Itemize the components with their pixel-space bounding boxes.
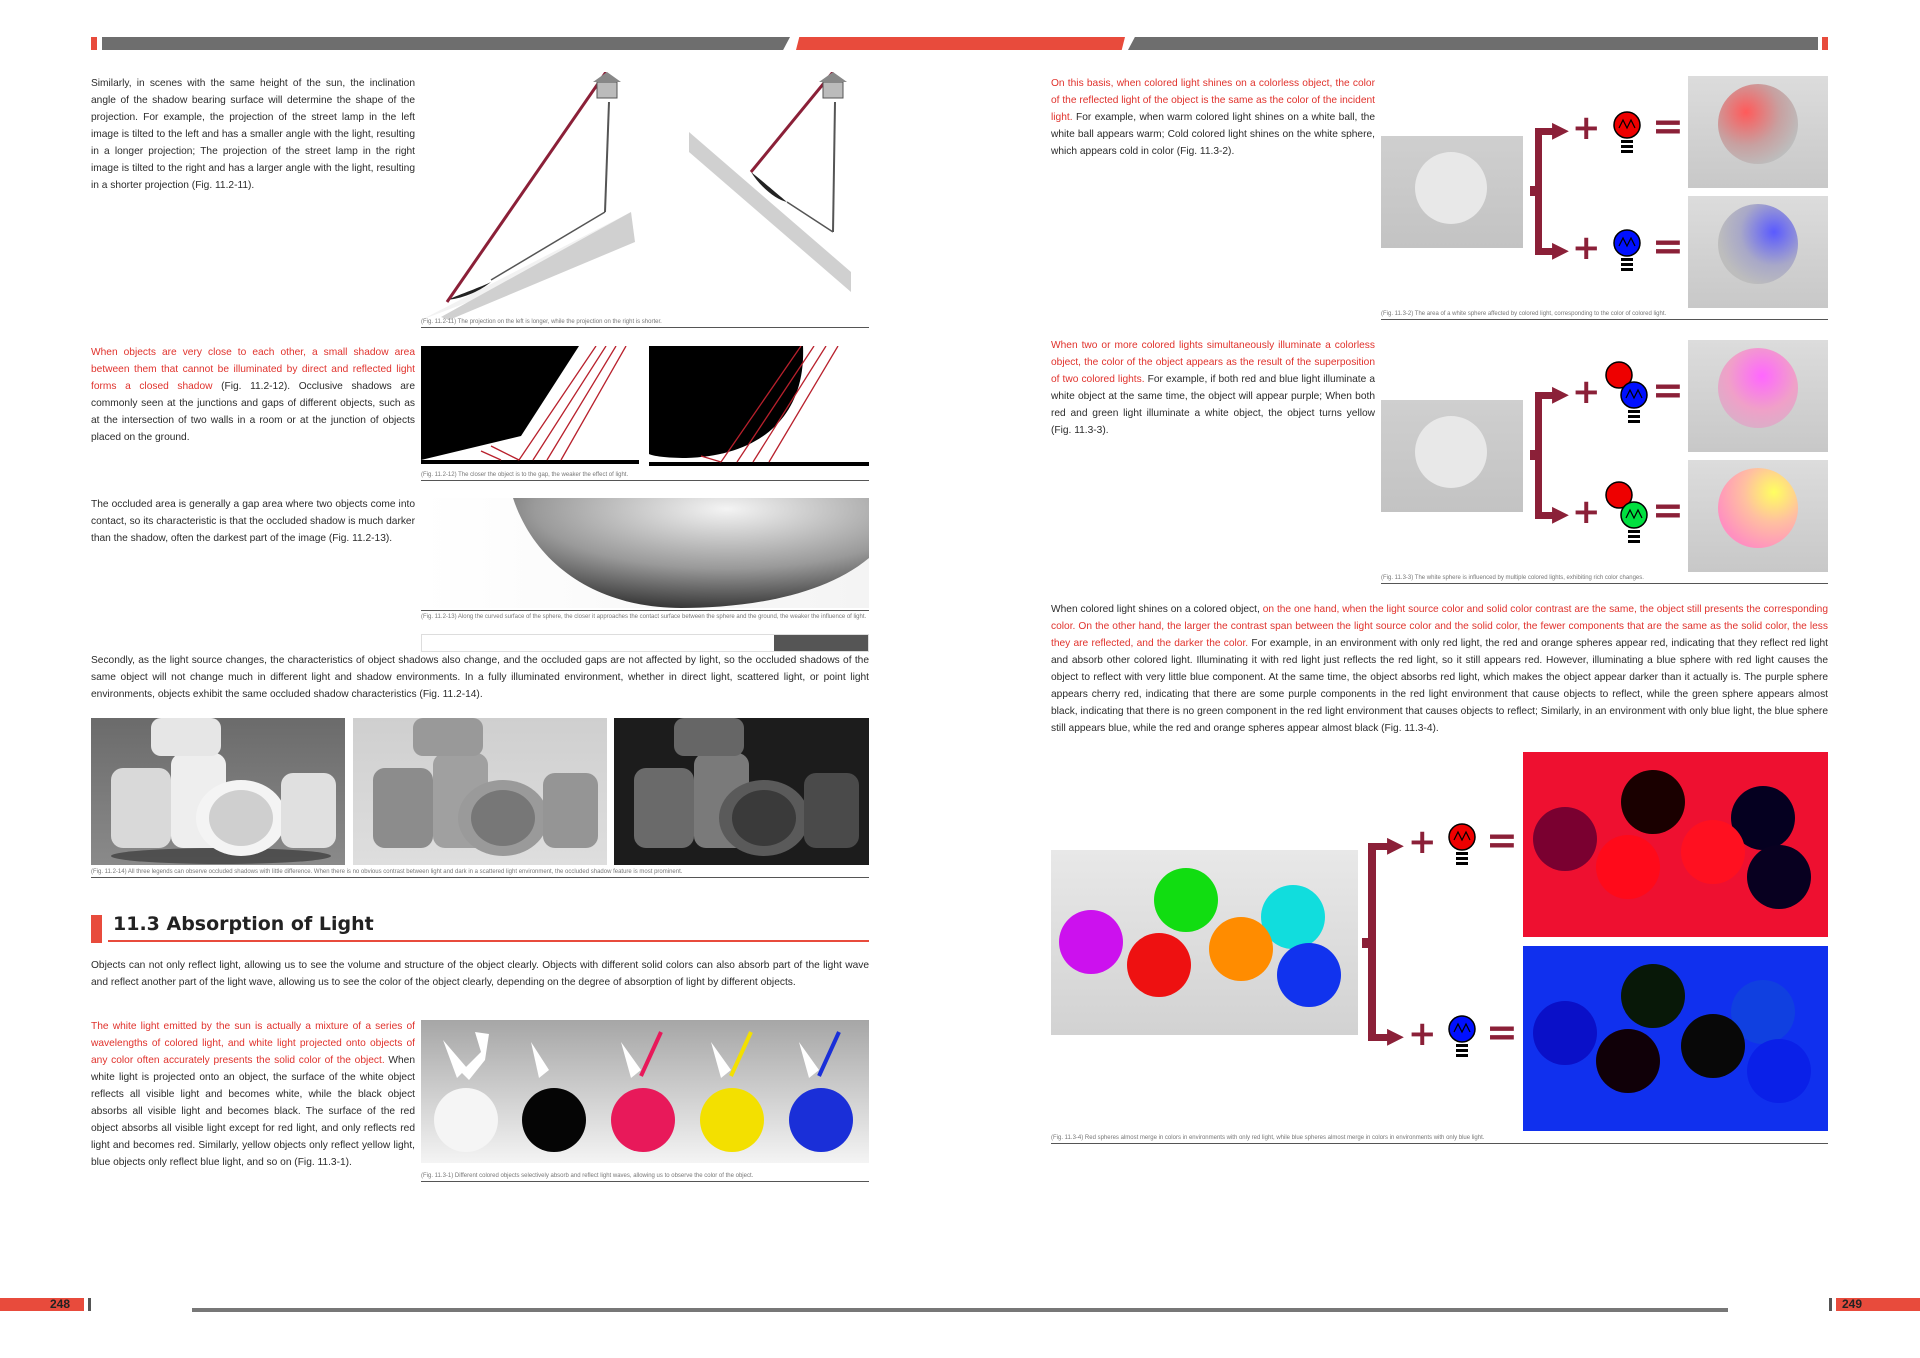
plus-icon: +	[1572, 228, 1601, 268]
fig-11-2-14-caption: (Fig. 11.2-14) All three legends can observe occluded shadows with little difference. When there is no obvious contrast between light and dark in a scattered light environment, the occluded shadow feature is most prominent.	[91, 869, 683, 875]
equals-icon: =	[1486, 1010, 1518, 1054]
fig-11-2-12-caption-rule	[421, 480, 869, 481]
fig-11-3-4-caption: (Fig. 11.3-4) Red spheres almost merge in colors in environments with only red light, while blue spheres almost merge in colors in environments with only blue light.	[1051, 1135, 1485, 1141]
colored-spheres-reflection-figure	[421, 1020, 869, 1163]
yellow-light-sphere-image	[1688, 460, 1828, 572]
fig-11-3-3-caption-rule	[1381, 583, 1828, 584]
light-bulb-icon	[1604, 360, 1652, 437]
fig-11-3-2-caption: (Fig. 11.3-2) The area of a white sphere affected by colored light, corresponding to the color of colored light.	[1381, 311, 1667, 317]
arrow-icon: ▶	[1552, 502, 1569, 527]
warm-light-sphere-image	[1688, 76, 1828, 188]
bracket-stub-2	[1530, 450, 1538, 460]
white-sphere-source-image-2	[1381, 400, 1523, 512]
fig-11-3-4-caption-rule	[1051, 1143, 1828, 1144]
equals-icon: =	[1652, 488, 1684, 532]
closed-shadow-figure	[421, 346, 869, 470]
plus-icon: +	[1572, 108, 1601, 148]
white-sphere-source-image-1	[1381, 136, 1523, 248]
fig-11-3-3-caption: (Fig. 11.3-3) The white sphere is influenced by multiple colored lights, exhibiting rich color changes.	[1381, 575, 1644, 581]
left-paragraph-occluded-area: The occluded area is generally a gap area where two objects come into contact, so its characteristic is that the occluded shadow is much darker than the shadow, often the darkest part of the image (Fig. 11.2-13).	[91, 499, 415, 544]
right-paragraph-multiple-lights: When two or more colored lights simultaneously illuminate a colorless object, the color of the object appears as the result of the superposition of two colored lights. For example, if both red and blue light illuminate a white object at the same time, the object will appear purple; When both red and green light illuminate a white object, the object turns yellow (Fig. 11.3-3).	[1051, 340, 1375, 436]
cold-light-sphere-image	[1688, 196, 1828, 308]
light-bulb-icon	[1612, 228, 1642, 281]
bracket-stub-1	[1530, 186, 1538, 196]
fig-11-2-13-gray-strip	[421, 634, 869, 652]
colored-spheres-white-light-image	[1051, 850, 1358, 1035]
right-page-number-tick	[1829, 1298, 1832, 1311]
equals-icon: =	[1652, 104, 1684, 148]
right-paragraph-colored-light: On this basis, when colored light shines on a colorless object, the color of the reflected light of the object is the same as the color of the incident light. For example, when warm colored light shines on a white ball, the white ball appears warm; Cold colored light shines on the white sphere, which appears cold in color (Fig. 11.3-2).	[1051, 78, 1375, 157]
section-heading: 11.3 Absorption of Light	[113, 913, 374, 935]
fig-11-2-11-caption-rule	[421, 327, 869, 328]
barrels-point-light-image	[614, 718, 869, 865]
left-paragraph-closed-shadow: When objects are very close to each other, a small shadow area between them that cannot be illuminated by direct and reflected light forms a closed shadow (Fig. 11.2-12). Occlusive shadows are commonly seen at the junctions and gaps of different objects, such as at the intersection of two walls in a room or at the junction of objects placed on the ground.	[91, 347, 415, 443]
bracket-stub-3	[1362, 938, 1370, 948]
fig-11-3-2-caption-rule	[1381, 319, 1828, 320]
spheres-red-light-image	[1523, 752, 1828, 937]
barrels-scattered-light-image	[353, 718, 607, 865]
left-page-number-tick	[88, 1298, 91, 1311]
blue-sphere	[789, 1088, 853, 1152]
fig-11-2-13-caption: (Fig. 11.2-13) Along the curved surface of the sphere, the closer it approaches the contact surface between the sphere and the ground, the weaker the influence of light.	[421, 614, 867, 620]
light-bulb-icon	[1604, 480, 1652, 557]
fig-11-2-14-caption-rule	[91, 877, 869, 878]
right-page-number: 249	[1842, 1297, 1863, 1311]
fig-11-2-12-caption: (Fig. 11.2-12) The closer the object is to the gap, the weaker the effect of light.	[421, 472, 629, 478]
arrow-icon: ▶	[1552, 238, 1569, 263]
top-bar-center-red	[796, 37, 1125, 50]
light-bulb-icon	[1447, 822, 1477, 875]
street-lamp-projection-figure	[421, 72, 869, 320]
plus-icon: +	[1408, 1014, 1437, 1054]
spheres-blue-light-image	[1523, 946, 1828, 1131]
arrow-icon: ▶	[1552, 382, 1569, 407]
left-page-number: 248	[50, 1297, 71, 1311]
sphere-contact-figure	[421, 498, 869, 608]
equals-icon: =	[1486, 818, 1518, 862]
top-bar-left-gray	[102, 37, 790, 50]
orange-ball	[1209, 917, 1273, 981]
left-paragraph-shadow-inclination: Similarly, in scenes with the same height of the sun, the inclination angle of the shadow bearing surface will determine the shape of the projection. For example, the projection of the street lamp in the left image is tilted to the left and has a smaller angle with the light, resulting in a longer projection; The projection of the street lamp in the right image is tilted to the right and has a larger angle with the light, resulting in a shorter projection (Fig. 11.2-11).	[91, 78, 415, 191]
arrow-icon: ▶	[1552, 118, 1569, 143]
section-heading-underline	[108, 940, 869, 942]
equals-icon: =	[1652, 368, 1684, 412]
light-bulb-icon	[1612, 110, 1642, 163]
light-bulb-icon	[1447, 1014, 1477, 1067]
plus-icon: +	[1572, 372, 1601, 412]
left-paragraph-absorption-intro: Objects can not only reflect light, allowing us to see the volume and structure of the object clearly. Objects with different solid colors can also absorb part of the light wave and reflect another part of the light wave, allowing us to see the color of the object clearly, depending on the degree of absorption of light by different objects.	[91, 960, 869, 988]
inclined-ground-right	[689, 132, 851, 292]
green-ball	[1154, 868, 1218, 932]
red-sphere	[611, 1088, 675, 1152]
bottom-gray-rule	[192, 1308, 1728, 1312]
left-paragraph-white-light: The white light emitted by the sun is actually a mixture of a series of wavelengths of colored light, and white light projected onto objects of any color often accurately presents the solid color of the object. When white light is projected onto an object, the surface of the white object reflects all visible light and becomes white, while the black object absorbs all visible light and becomes black. The surface of the red object absorbs all visible light except for red light, and only reflects red light and becomes red. Similarly, yellow objects only reflect yellow light, blue objects only reflect blue light, and so on (Fig. 11.3-1).	[91, 1021, 415, 1168]
barrels-direct-light-image	[91, 718, 345, 865]
fig-11-2-11-caption: (Fig. 11.2-11) The projection on the left is longer, while the projection on the right is shorter.	[421, 319, 662, 325]
left-paragraph-light-source-changes: Secondly, as the light source changes, the characteristics of object shadows also change, and the occluded gaps are not affected by light, so the occluded shadows of the same object will not change much in different light and shadow environments. In a fully illuminated environment, whether in direct light, scattered light, or point light environments, objects exhibit the same occluded shadow characteristics (Fig. 11.2-14).	[91, 655, 869, 700]
equals-icon: =	[1652, 224, 1684, 268]
purple-light-sphere-image	[1688, 340, 1828, 452]
plus-icon: +	[1572, 492, 1601, 532]
blue-ball	[1277, 943, 1341, 1007]
purple-ball	[1059, 910, 1123, 974]
black-sphere	[522, 1088, 586, 1152]
right-paragraph-colored-objects: When colored light shines on a colored object, on the one hand, when the light source color and solid color contrast are the same, the object still presents the corresponding color. On the other hand, the larger the contrast span between the light source color and the solid color, the fewer components that are the same as the solid color, the less they are reflected, and the darker the color. For example, in an environment with only red light, the red and orange spheres appear red, indicating that they reflect red light and absorb other colored light. Illuminating it with red light just reflects the red light, so it still appears red. However, illuminating a blue sphere with red light causes the object to reflect with very little blue component. At the same time, the object absorbs red light, which makes the object appear darker than it actually is. The purple sphere appears cherry red, indicating that there are some purple components in the red light environment that cause objects to reflect, while the green sphere appears almost black, indicating that there is no green component in the red light environment that causes objects to reflect; Similarly, in an environment with only blue light, the blue sphere still appears blue, while the red and orange spheres appear almost black (Fig. 11.3-4).	[1051, 604, 1829, 734]
section-heading-marker	[91, 915, 102, 943]
left-page-number-bar	[0, 1298, 84, 1311]
white-sphere	[434, 1088, 498, 1152]
yellow-sphere	[700, 1088, 764, 1152]
arrow-icon: ▶	[1387, 833, 1404, 858]
top-bar-right-gray	[1128, 37, 1818, 50]
top-bar-left-red-tab	[91, 37, 97, 50]
red-ball	[1127, 933, 1191, 997]
fig-11-2-13-caption-rule-top	[421, 610, 869, 611]
fig-11-3-1-caption-rule	[421, 1181, 869, 1182]
top-bar-right-red-tab	[1822, 37, 1828, 50]
arrow-icon: ▶	[1387, 1024, 1404, 1049]
plus-icon: +	[1408, 822, 1437, 862]
fig-11-3-1-caption: (Fig. 11.3-1) Different colored objects selectively absorb and reflect light waves, allowing us to observe the color of the object.	[421, 1173, 754, 1179]
